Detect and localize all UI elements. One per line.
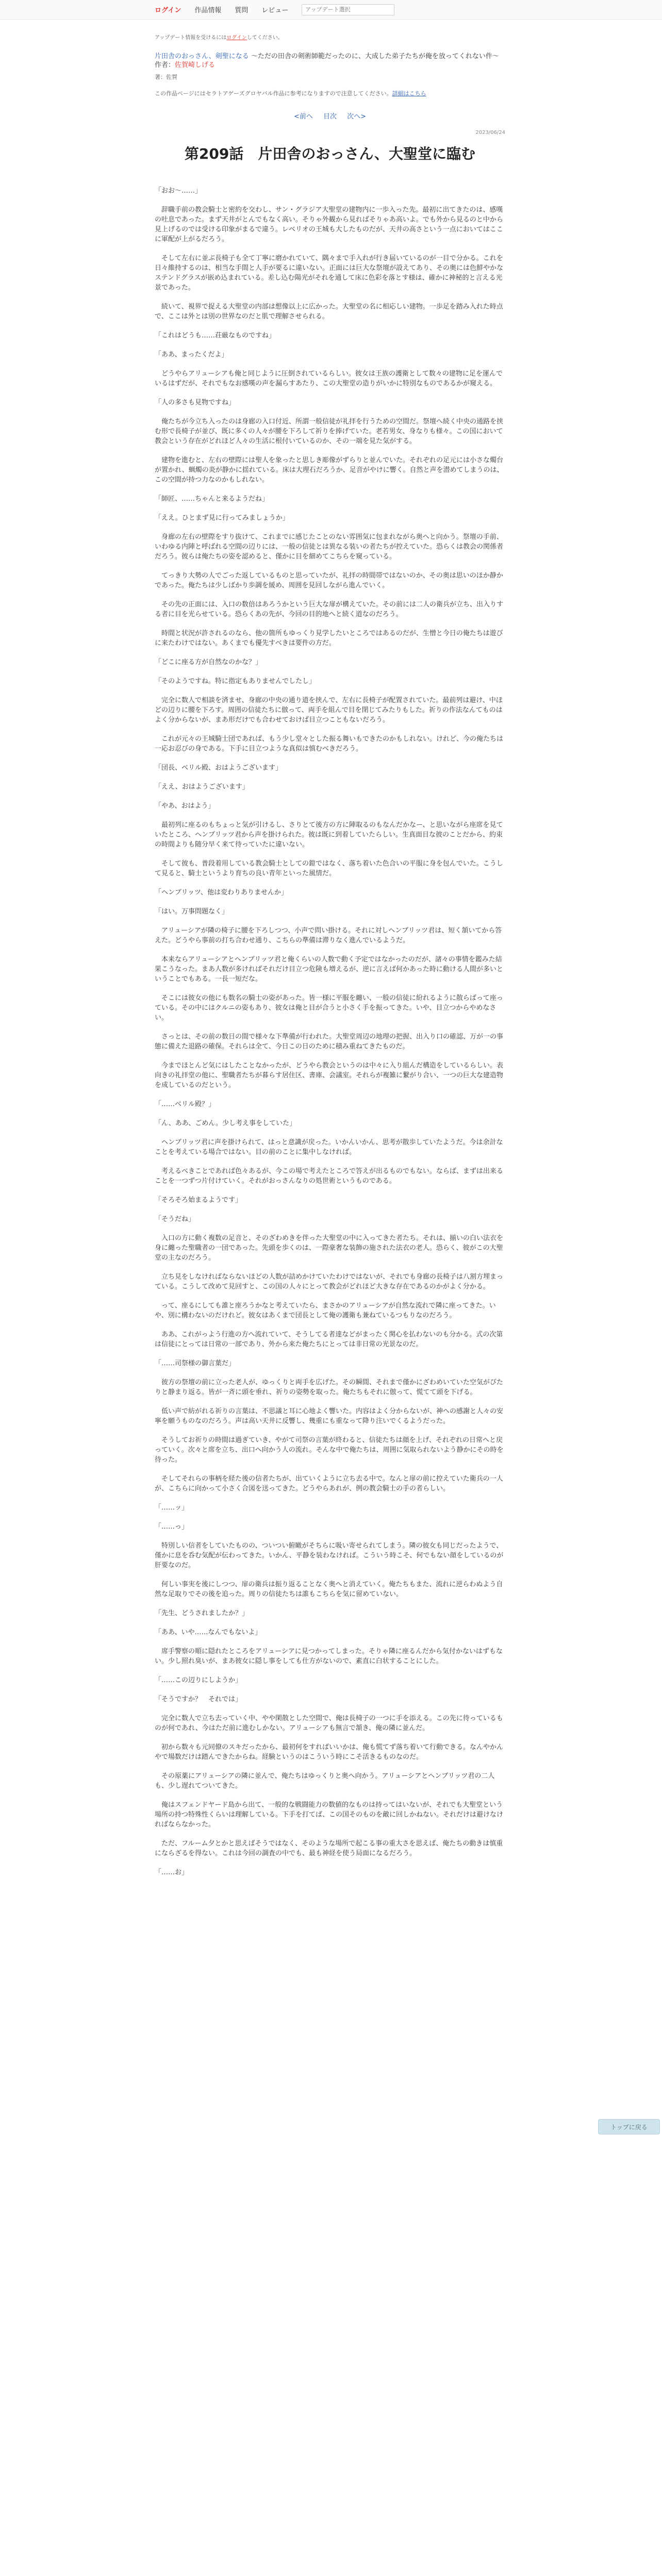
author-link[interactable]: 佐賀崎しげる [175,61,216,69]
back-to-top-button[interactable]: トップに戻る [598,2119,660,2134]
narrative-paragraph: そこには彼女の他にも数名の騎士の姿があった。皆一様に平服を纏い、一般の信徒に紛れるように散らばって座っている。その中にはクルニの姿もあり、彼女は俺と目が合うと小さく手を振ってきた。いや、目立つからやめなさい。 [155,994,503,1022]
narrative-paragraph: そしてそれらの事柄を経た後の信者たちが、出ていくように立ち去る中で。なんと扉の前に控えていた衛兵の一人が、こちらに向かって小さく合図を送ってきた。どうやらあれが、例の教会騎士の手の者らしい。 [155,1475,503,1493]
dialogue-line: 「……この辺りにしようか」 [155,1676,242,1684]
content-notice-text: この作品ページにはセラトアゲーズグロヤバル作品に参考になりますので注意してください。 [155,90,392,97]
nav-link-info[interactable]: 作品情報 [194,7,222,14]
dialogue-line: 「そうだね」 [155,1215,195,1223]
prev-chapter-link[interactable]: <前へ [293,113,313,121]
narrative-paragraph: そして左右に並ぶ長椅子も全て丁寧に磨かれていて、隅々まで手入れが行き届いているのが一目で分かる。これを日々維持するのは、相当な手間と人手が要るに違いない。正面には巨大な祭壇が設えてあり、その奥には色鮮やかなステンドグラスが嵌め込まれている。差し込む陽光がそれを通して床に色彩を落とす様は、確かに神秘的と言える光景であった。 [155,255,504,292]
update-notice [155,33,505,41]
narrative-paragraph: そうしてお祈りの時間は過ぎていき、やがて司祭の言葉が終わると、信徒たちは顔を上げ、それぞれの日常へと戻っていく。次々と席を立ち、出口へ向かう人の流れ。そんな中で俺たちは、周囲に気取られないよう静かにその時を待った。 [155,1436,504,1464]
series-subtitle: ～ただの田舎の剣術師範だったのに、大成した弟子たちが俺を放ってくれない件～ 作者： [155,53,499,69]
notice-prefix: アップデート情報を受けるには [155,35,227,41]
dialogue-line: 「人の多さも見物ですね」 [155,399,236,406]
narrative-paragraph: 身廊の左右の壁際をすり抜けて、これまでに感じたことのない雰囲気に包まれながら奥へと向かう。祭壇の手前、いわゆる内陣と呼ばれる空間の辺りには、一般の信徒とは異なる装いの者たちが控えていた。恐らくは教会の関係者だろう。彼らは俺たちの姿を認めると、僅かに目を細めてこちらを窺っている。 [155,533,504,561]
narrative-paragraph: 本来ならアリューシアとヘンブリッツ君と俺くらいの人数で動く予定ではなかったのだが、諸々の事情を鑑みた結果こうなった。まあ人数が多ければそれだけ目立つ危険も増えるが、逆に言えば何かあった時に動ける人間が多いということでもある。一長一短だな。 [155,956,503,983]
narrative-paragraph: 建物を進むと、左右の壁際には聖人を象ったと思しき彫像がずらりと並んでいた。それぞれの足元には小さな燭台が置かれ、蝋燭の炎が静かに揺れている。床は大理石だろうか、足音がやけに響く。自然と声を潜めてしまうのは、この空間が持つ力なのかもしれない。 [155,456,504,484]
dialogue-line: 「やあ、おはよう」 [155,802,215,810]
chapter-navigation [155,111,505,121]
chapter-body [155,186,505,1877]
dialogue-line: 「……ッ」 [155,1504,189,1512]
dialogue-line: 「……っ」 [155,1523,189,1531]
dialogue-line: 「ヘンブリッツ、他は変わりありませんか」 [155,889,288,896]
narrative-paragraph: 特別しい信者をしていたものの、ついつい俯瞰がそちらに吸い寄せられてしまう。隣の彼女も同じだったようで、僅かに息を呑む気配が伝わってきた。いかん、平静を装わなければ。こういう時こそ、何でもない顔をしているのが肝要なのだ。 [155,1542,504,1569]
dialogue-line: 「ああ、まったくだよ」 [155,351,228,359]
dialogue-line: 「はい。万事問題なく」 [155,908,229,916]
dialogue-line: 「……司祭様の御言葉だ」 [155,1360,236,1367]
login-link[interactable]: ログイン [155,7,181,14]
narrative-paragraph: 何しい事実を後にしつつ、扉の衛兵は振り返ることなく奥へと消えていく。俺たちもまた、流れに逆らわぬよう自然な足取りでその後を追った。周りの信徒たちは誰もこちらを気に留めていない。 [155,1581,503,1598]
narrative-paragraph: 席手警察の順に隠れたところをアリューシアに見つかってしまった。そりゃ隣に座るんだから気付かないはずもない。少し照れ臭いが、まあ彼女に隠し事をしても仕方がないので、素直に白状することにした。 [155,1648,503,1665]
series-title [155,52,505,70]
author-line: 著：佐賀 [155,74,177,80]
narrative-paragraph: 立ち見をしなければならないほどの人数が詰めかけていたわけではないが、それでも身廊の長椅子は八割方埋まっている。こうして改めて見回すと、この国の人々にとって教会がどれほど大きな存在であるのかがよく分かる。 [155,1273,504,1291]
notice-login-link[interactable]: ログイン [226,35,247,41]
narrative-paragraph: 完全に数人で相談を済ませ、身廊の中央の通り道を挟んで、左右に長椅子が配置されていた。最前列は避け、中ほどの辺りに腰を下ろす。周囲の信徒たちに倣って、両手を組んで目を閉じてみたりもした。祈りの作法なんてものはよく分からないが、まあ形だけでも合わせておけば目立つこともないだろう。 [155,697,503,724]
narrative-paragraph: ヘンブリッツ君に声を掛けられて、はっと意識が戻った。いかんいかん、思考が散歩していたようだ。今は余計なことを考えている場合ではない。目の前のことに集中しなければ。 [155,1139,503,1156]
content-notice [155,89,505,97]
narrative-paragraph: これが元々の王城騎士団であれば、もう少し堂々とした振る舞いもできたのかもしれない。けれど、今の俺たちは一応お忍びの身である。下手に目立つような真似は慎むべきだろう。 [155,735,504,753]
narrative-paragraph: 低い声で紡がれる祈りの言葉は、不思議と耳に心地よく響いた。内容はよく分からないが、神への感謝と人々の安寧を願うものなのだろう。声は高い天井に反響し、幾重にも重なって降り注いでくるようだった。 [155,1408,504,1425]
update-select-input[interactable] [302,4,394,15]
dialogue-line: 「先生、どうされましたか？」 [155,1609,249,1617]
details-link[interactable]: 詳細はこちら [392,90,426,97]
narrative-paragraph: 最初列に座るのもちょっと気が引けるし、さりとて後方の方に陣取るのもなんだかなー、と思いながら座席を見ていたところ、ヘンブリッツ君から声を掛けられた。彼は既に到着していたらしい。生真面目な彼のことだから、約束の時間よりも随分早く来て待っていたに違いない。 [155,821,503,849]
top-navigation-bar [0,0,662,20]
narrative-paragraph: さっとは、その前の数日の間で様々な下準備が行われた。大聖堂周辺の地理の把握、出入り口の確認、万が一の事態に備えた退路の確保。それらは全て、今日この日のために積み重ねてきたものだ。 [155,1033,504,1050]
narrative-paragraph: 俺はスフェンドヤード島から出て、一般的な戦闘能力の数値的なものは持ってはいないが、それでも大聖堂という場所の持つ特殊性くらいは理解している。下手を打てば、この国そのものを敵に回しかねない。それだけは避けなければならなかった。 [155,1801,504,1828]
next-chapter-link[interactable]: 次へ> [347,113,367,121]
narrative-paragraph: 初から数々も元同僚のスキだったから、最初何をすればいいかは、俺も慌てず落ち着いて行動できる。なんやかんやで場数だけは踏んできたからね。経験というのはこういう時にこそ活きるものなのだ。 [155,1743,504,1761]
narrative-paragraph: その先の正面には、入口の数倍はあろうかという巨大な扉が構えていた。その前には二人の衛兵が立ち、出入りする者に目を光らせている。恐らくあの先が、今回の目的地へと続く道なのだろう。 [155,601,504,618]
narrative-paragraph: 今までほとんど気にはしたことなかったが、どうやら教会というのは中々に入り組んだ構造をしているらしい。表向きの礼拝堂の他に、聖職者たちが暮らす居住区、書庫、会議室。それらが複雑に繋がり合い、一つの巨大な建造物を成しているのだという。 [155,1062,504,1089]
narrative-paragraph: アリューシアが隣の椅子に腰を下ろしつつ、小声で問い掛ける。それに対しヘンブリッツ君は、短く頷いてから答えた。どうやら事前の打ち合わせ通り、こちらの準備は滞りなく進んでいるようだ。 [155,927,502,944]
dialogue-line: 「ん、ああ、ごめん。少し考え事をしていた」 [155,1120,296,1127]
dialogue-line: 「団長、ベリル殿、おはようございます」 [155,764,283,772]
narrative-paragraph: って、座るにしても誰と座ろうかなと考えていたら、まさかのアリューシアが自然な流れで隣に座ってきた。いや、別に構わないのだけれど。彼女はあくまで団長として俺の護衛も兼ねているつもりなのだろう。 [155,1302,496,1319]
nav-link-reviews[interactable]: レビュー [261,7,289,14]
chapter-title: 第209話 片田舎のおっさん、大聖堂に臨む [184,145,476,162]
notice-suffix: してください。 [246,35,283,41]
narrative-paragraph: ただ、フルーム夕とかと思えばそうではなく、そのような場所で起こる事の重大さを思えば、俺たちの動きは慎重にならざるを得ない。これは今回の調査の中でも、最も神経を使う局面になるだろう。 [155,1840,503,1857]
main-content [155,33,505,1877]
dialogue-line: 「……ベリル殿？」 [155,1100,216,1108]
dialogue-line: 「そうですか？ それでは」 [155,1696,242,1703]
dialogue-line: 「どこに座る方が自然なのかな？」 [155,658,262,666]
narrative-paragraph: てっきり大勢の人でごった返しているものと思っていたが、礼拝の時間帯ではないのか、その奥は思いのほか静かであった。俺たちは少しばかり歩調を緩め、周囲を見回しながら進んでいく。 [155,572,503,589]
dialogue-line: 「ああ、いや……なんでもないよ」 [155,1629,262,1636]
narrative-paragraph: 完全に数人で立ち去っていく中、やや閑散とした空間で、俺は長椅子の一つに手を添える。この先に待っているものが何であれ、今はただ前に進むしかない。アリューシアも無言で頷き、俺の隣に並んだ。 [155,1715,503,1732]
series-title-link[interactable]: 片田舎のおっさん、剣聖になる [155,53,249,60]
narrative-paragraph: 時間と状況が許されるのなら、他の箇所もゆっくり見学したいところではあるのだが、生憎と今日の俺たちは遊びに来たわけではない。あくまでも優先すべきは要件の方だ。 [155,630,503,647]
dialogue-line: 「そのようですね。特に指定もありませんでしたし」 [155,677,316,685]
narrative-paragraph: その原薬にアリューシアの隣に並んで、俺たちはゆっくりと奥へ向かう。アリューシアとヘンブリッツ君の二人も、少し遅れてついてきた。 [155,1772,495,1790]
dialogue-line: 「これはどうも……荘厳なものですね」 [155,332,276,340]
narrative-paragraph: 入口の方に動く複数の足音と、そのざわめきを伴った大聖堂の中に入ってきた者たち。それは、揃いの白い法衣を身に纏った聖職者の一団であった。先頭を歩くのは、一際豪奢な装飾の施された法衣の老人。恐らく、彼がこの大聖堂の主なのだろう。 [155,1234,504,1262]
dialogue-line: 「ええ。ひとまず見に行ってみましょうか」 [155,514,289,522]
narrative-paragraph: 彼方の祭壇の前に立った老人が、ゆっくりと両手を広げた。その瞬間、それまで僅かにざわめいていた空気がぴたりと静まり返る。皆が一斉に頭を垂れ、祈りの姿勢を取った。俺たちもそれに倣って、慌てて頭を下げる。 [155,1379,503,1396]
narrative-paragraph: そして彼も、普段着用している教会騎士としての鎧ではなく、落ち着いた色合いの平服に身を包んでいた。こうして見ると、騎士というより育ちの良い青年といった風情だ。 [155,860,503,877]
dialogue-line: 「そろそろ始まるようです」 [155,1196,242,1204]
dialogue-line: 「おお～……」 [155,187,202,195]
narrative-paragraph: 考えるべきことであれば色々あるが、今この場で考えたところで答えが出るものでもない。ならば、まずは出来ることを一つずつ片付けていく。それがおっさんなりの処世術というものである。 [155,1167,503,1185]
dialogue-line: 「師匠、……ちゃんと来るようだね」 [155,495,269,503]
narrative-paragraph: どうやらアリューシアも俺と同じように圧倒されているらしい。彼女は王族の護衛として数々の建物に足を運んでいるはずだが、それでもなお感嘆の声を漏らすあたり、この大聖堂の造りがいかに特別なものであるかが窺える。 [155,370,503,387]
chapter-date: 2023/06/24 [475,130,505,135]
narrative-paragraph: 続いて、視界で捉える大聖堂の内部は想像以上に広かった。大聖堂の名に相応しい建物。一歩足を踏み入れた時点で、ここは外とは別の世界なのだと肌で理解させられる。 [155,303,503,320]
dialogue-line: 「ええ、おはようございます」 [155,783,249,791]
narrative-paragraph: 辞職手前の教会騎士と密約を交わし、サン・グラジア大聖堂の建物内に一歩入った先。最初に出てきたのは、感嘆の吐息であった。まず天井がとんでもなく高い。そりゃ外観から見ればそりゃあ高いよ。でも外から見るのと中から見上げるのでは受ける印象がまるで違う。レベリオの王城も大したものだが、天井の高さという一点においてはここに軍配が上がるだろう。 [155,206,503,243]
toc-link[interactable]: 目次 [323,113,337,121]
narrative-paragraph: 俺たちが今立ち入ったのは身廊の入口付近、所謂一般信徒が礼拝を行うための空間だ。祭壇へ続く中央の通路を挟む形で長椅子が並び、既に多くの人々が腰を下ろして祈りを捧げていた。老若男女、身なりも様々。この国において教会という存在がどれほど人々の生活に根付いているのか、その一端を見た気がする。 [155,418,504,445]
nav-link-questions[interactable]: 質問 [235,7,249,14]
dialogue-line: 「……お」 [155,1869,189,1876]
narrative-paragraph: ああ、これがっよう行進の方へ流れていて、そうしてる者達などがまったく関心を払わないのも分かる。式の次第は信徒にとっては日常の一部であり、外から来た俺たちにとっては非日常の光景なのだ。 [155,1331,503,1348]
